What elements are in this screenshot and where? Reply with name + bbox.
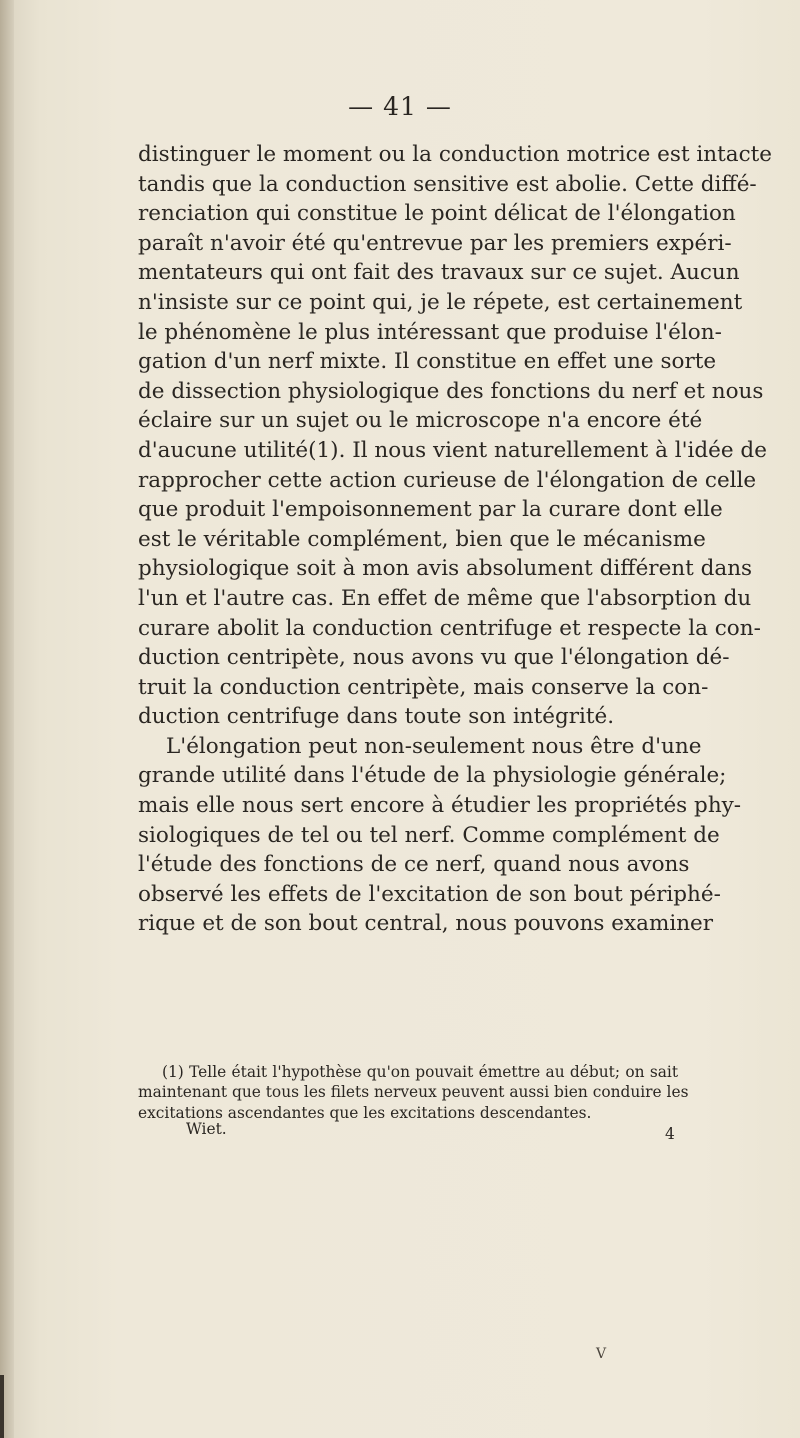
text-line: siologiques de tel ou tel nerf. Comme complément de — [138, 822, 720, 848]
text-line: paraît n'avoir été qu'entrevue par les premiers expéri- — [138, 230, 732, 256]
text-line: observé les effets de l'excitation de son bout périphé- — [138, 881, 721, 907]
text-line: l'étude des fonctions de ce nerf, quand nous avons — [138, 852, 690, 878]
text-line: l'un et l'autre cas. En effet de même que l'absorption du — [138, 585, 752, 611]
binding-gutter — [0, 0, 14, 1438]
text-line: le phénomène le plus intéressant que produise l'élon- — [138, 319, 722, 345]
text-line: est le véritable complément, bien que le mécanisme — [138, 526, 706, 552]
text-line: physiologique soit à mon avis absolument différent dans — [138, 556, 753, 582]
text-line: mais elle nous sert encore à étudier les propriétés phy- — [138, 793, 742, 819]
body-text — [138, 140, 772, 939]
text-line: que produit l'empoisonnement par la curare dont elle — [138, 497, 723, 523]
text-line: duction centripète, nous avons vu que l'élongation dé- — [138, 645, 730, 671]
text-line: renciation qui constitue le point délicat de l'élongation — [138, 201, 736, 227]
text-line: truit la conduction centripète, mais conserve la con- — [138, 674, 709, 700]
bottom-mark: V — [596, 1346, 607, 1362]
footnote-line: excitations ascendantes que les excitations descendantes. — [138, 1103, 592, 1122]
text-line: rique et de son bout central, nous pouvons examiner — [138, 911, 714, 937]
text-line: de dissection physiologique des fonctions du nerf et nous — [138, 378, 764, 404]
text-line: tandis que la conduction sensitive est abolie. Cette diffé- — [138, 171, 757, 197]
text-line: curare abolit la conduction centrifuge et respecte la con- — [138, 615, 761, 641]
text-line: grande utilité dans l'étude de la physiologie générale; — [138, 763, 727, 789]
text-line: n'insiste sur ce point qui, je le répete, est certainement — [138, 289, 743, 315]
text-line: gation d'un nerf mixte. Il constitue en effet une sorte — [138, 349, 717, 375]
text-line: distinguer le moment ou la conduction motrice est intacte — [138, 142, 772, 167]
signature-mark: Wiet. — [186, 1120, 227, 1138]
text-line: d'aucune utilité(1). Il nous vient naturellement à l'idée de — [138, 437, 767, 463]
footnote-line: (1) Telle était l'hypothèse qu'on pouvait émettre au début; on sait — [162, 1063, 678, 1081]
text-line: L'élongation peut non-seulement nous être d'une — [166, 733, 702, 759]
sheet-number: 4 — [665, 1125, 675, 1143]
footnote — [138, 1062, 689, 1123]
footnote-line: maintenant que tous les filets nerveux peuvent aussi bien conduire les — [138, 1083, 689, 1102]
text-line: éclaire sur un sujet ou le microscope n'a encore été — [138, 408, 703, 434]
edge-mark — [0, 1375, 4, 1438]
text-line: mentateurs qui ont fait des travaux sur ce sujet. Aucun — [138, 260, 740, 286]
text-line: duction centrifuge dans toute son intégrité. — [138, 704, 615, 730]
page-header: — 41 — — [348, 92, 452, 121]
text-line: rapprocher cette action curieuse de l'élongation de celle — [138, 467, 757, 493]
